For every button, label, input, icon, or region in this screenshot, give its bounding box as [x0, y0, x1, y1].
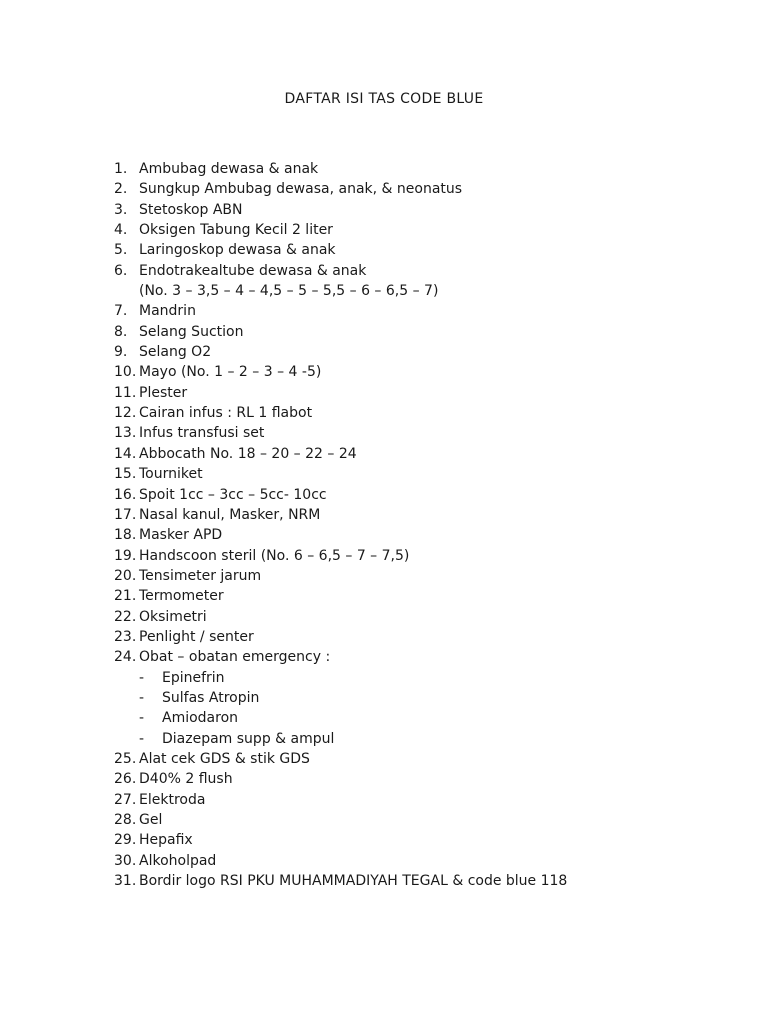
list-item-number: 20.: [114, 567, 137, 584]
list-item: [114, 240, 734, 260]
list-item: [114, 423, 734, 443]
sub-list-item: [114, 688, 734, 708]
list-item-text: Laringoskop dewasa & anak: [139, 242, 336, 259]
sub-list-item: [114, 708, 734, 728]
list-item: [114, 444, 734, 464]
list-item-text: Infus transfusi set: [139, 425, 265, 442]
list-item: [114, 851, 734, 871]
list-item-text: Selang O2: [139, 344, 212, 361]
sub-list-item: [114, 729, 734, 749]
list-item: [114, 647, 734, 667]
list-item-number: 3.: [114, 201, 128, 218]
list-item: [114, 464, 734, 484]
list-item-number: 11.: [114, 384, 137, 401]
list-item: [114, 810, 734, 830]
list-item: [114, 301, 734, 321]
list-item-number: 5.: [114, 242, 128, 259]
list-item-number: 10.: [114, 364, 137, 381]
item-list: [114, 159, 734, 891]
list-item-text: Elektroda: [139, 791, 206, 808]
list-item-number: 22.: [114, 608, 137, 625]
list-item-text: Handscoon steril (No. 6 – 6,5 – 7 – 7,5): [139, 547, 410, 564]
list-item-text: Abbocath No. 18 – 20 – 22 – 24: [139, 445, 357, 462]
list-item-text: Alat cek GDS & stik GDS: [139, 750, 310, 767]
list-item-number: 27.: [114, 791, 137, 808]
list-item-number: 14.: [114, 445, 137, 462]
list-item: [114, 220, 734, 240]
list-item-text: Spoit 1cc – 3cc – 5cc- 10cc: [139, 486, 327, 503]
list-item: [114, 769, 734, 789]
list-item-number: 16.: [114, 486, 137, 503]
sub-list-bullet: -: [139, 710, 145, 727]
list-item: [114, 566, 734, 586]
list-item-number: 7.: [114, 303, 128, 320]
list-item: [114, 627, 734, 647]
document-title: DAFTAR ISI TAS CODE BLUE: [284, 91, 484, 107]
list-item: [114, 322, 734, 342]
list-item: [114, 179, 734, 199]
list-item-number: 31.: [114, 873, 137, 890]
list-item-text: Epinefrin: [162, 669, 225, 686]
list-item: [114, 200, 734, 220]
list-item: [114, 790, 734, 810]
list-item-text: Tourniket: [139, 466, 203, 483]
list-item: [114, 607, 734, 627]
list-item-text: Sungkup Ambubag dewasa, anak, & neonatus: [139, 181, 463, 198]
list-item-number: 6.: [114, 262, 128, 279]
list-item-number: 12.: [114, 405, 137, 422]
list-item-text: Ambubag dewasa & anak: [139, 161, 319, 177]
list-item-number: 29.: [114, 832, 137, 849]
list-item-text: Endotrakealtube dewasa & anak: [139, 262, 367, 279]
list-item-text: Mayo (No. 1 – 2 – 3 – 4 -5): [139, 364, 322, 381]
list-item-number: 9.: [114, 344, 128, 361]
list-item-text: Oksimetri: [139, 608, 207, 625]
list-item-continuation: [114, 281, 734, 301]
list-item-number: 1.: [114, 161, 128, 177]
list-item-number: 8.: [114, 323, 128, 340]
list-item-number: 18.: [114, 527, 137, 544]
list-item: [114, 403, 734, 423]
list-item: [114, 362, 734, 382]
list-item-text: Amiodaron: [162, 710, 239, 727]
list-item-text: Cairan infus : RL 1 flabot: [139, 405, 313, 422]
list-item: [114, 485, 734, 505]
list-item-number: 19.: [114, 547, 137, 564]
list-item-text: Penlight / senter: [139, 628, 254, 645]
list-item-text: Stetoskop ABN: [139, 201, 243, 218]
list-item-number: 4.: [114, 222, 128, 239]
list-item-text: D40% 2 flush: [139, 771, 233, 788]
list-item: [114, 830, 734, 850]
list-item-number: 13.: [114, 425, 137, 442]
list-item: [114, 505, 734, 525]
list-item-text: Tensimeter jarum: [139, 567, 262, 584]
list-item-number: 24.: [114, 649, 137, 666]
list-item: [114, 383, 734, 403]
list-item-text: Bordir logo RSI PKU MUHAMMADIYAH TEGAL & code blue 118: [139, 873, 568, 890]
list-item-text: Oksigen Tabung Kecil 2 liter: [139, 222, 333, 239]
list-item-text: Termometer: [139, 588, 224, 605]
list-item-text: Alkoholpad: [139, 852, 217, 869]
sub-list-item: [114, 668, 734, 688]
list-item: [114, 546, 734, 566]
list-item: [114, 525, 734, 545]
list-item-text: Masker APD: [139, 527, 223, 544]
list-item-number: 21.: [114, 588, 137, 605]
list-item-number: 28.: [114, 812, 137, 828]
list-item-number: 17.: [114, 506, 137, 523]
list-item-text: Selang Suction: [139, 323, 244, 340]
list-item-number: 23.: [114, 628, 137, 645]
list-item-text: Plester: [139, 384, 188, 401]
sub-list-bullet: -: [139, 730, 145, 747]
list-item-text: Mandrin: [139, 303, 196, 320]
list-item-text: Diazepam supp & ampul: [162, 730, 335, 747]
list-item-number: 25.: [114, 750, 137, 767]
list-item: [114, 261, 734, 281]
list-item: [114, 586, 734, 606]
list-item-text: Sulfas Atropin: [162, 689, 260, 706]
list-item-text: (No. 3 – 3,5 – 4 – 4,5 – 5 – 5,5 – 6 – 6,5 – 7): [139, 283, 439, 300]
list-item-number: 26.: [114, 771, 137, 788]
list-item: [114, 342, 734, 362]
list-item-text: Hepafix: [139, 832, 193, 849]
sub-list-bullet: -: [139, 689, 145, 706]
list-item: [114, 749, 734, 769]
list-item-number: 15.: [114, 466, 137, 483]
sub-list-bullet: -: [139, 669, 145, 686]
list-item-text: Gel: [139, 812, 163, 828]
list-item-text: Nasal kanul, Masker, NRM: [139, 506, 321, 523]
list-item-number: 2.: [114, 181, 128, 198]
list-item-text: Obat – obatan emergency :: [139, 649, 331, 666]
list-item-number: 30.: [114, 852, 137, 869]
list-item: [114, 871, 734, 891]
list-item: [114, 159, 734, 179]
